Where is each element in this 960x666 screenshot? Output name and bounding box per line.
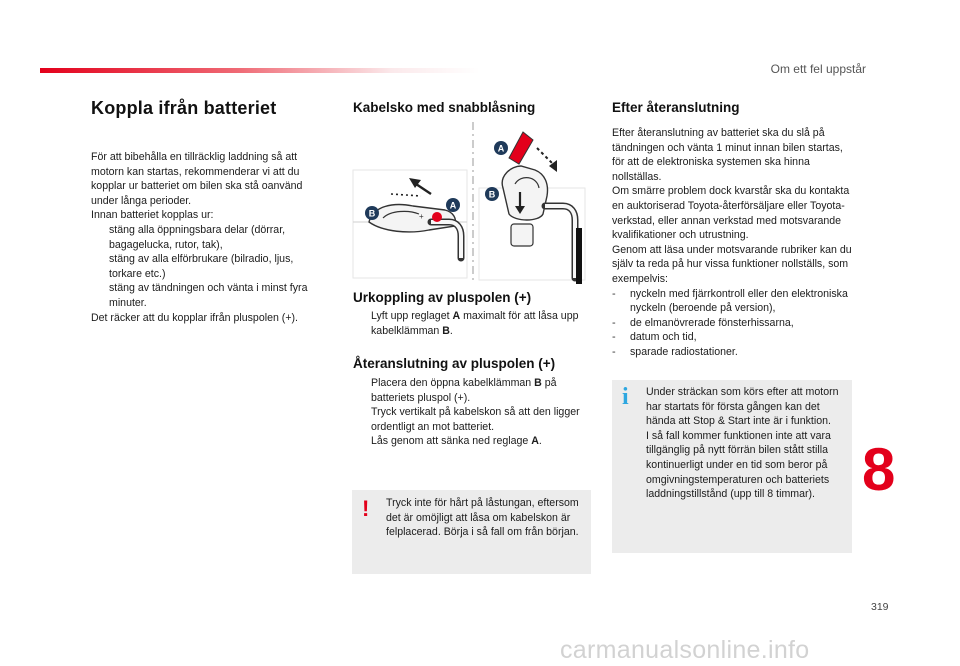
dash-icon: - — [612, 331, 616, 344]
callout-b-left: B — [368, 208, 376, 219]
watermark: carmanualsonline.info — [560, 636, 810, 664]
col1-intro: För att bibehålla en tillräcklig laddning så att motorn kan startas, rekommenderar vi att du kopplar ur batteriet om bilen ska stå oanvänd under långa perioder. — [91, 151, 303, 207]
list-item: Lyft upp reglaget A maximalt för att låsa upp kabelklämman B. — [371, 310, 579, 337]
section-title-disconnect-positive: Urkoppling av pluspolen (+) — [353, 290, 532, 305]
list-item: - datum och tid, — [612, 331, 697, 344]
list-item: stäng av alla elförbrukare (bilradio, ljus, torkare etc.) — [109, 253, 294, 280]
col3-para1: Efter återanslutning av batteriet ska du slå på tändningen och vänta 1 minut innan bilen startas, för att de elektroniska systemen ska hinna nollställas. — [612, 127, 843, 183]
list-item: Lås genom att sänka ned reglage A. — [371, 435, 542, 448]
battery-clamp-illustration — [349, 118, 589, 288]
list-item: Tryck vertikalt på kabelskon så att den ligger ordentligt an mot batteriet. — [371, 406, 580, 433]
warning-text: Tryck inte för hårt på låstungan, eftersom det är omöjligt att låsa om kabelskon är felplacerad. Börja i så fall om från början. — [386, 497, 579, 539]
warning-icon: ! — [362, 496, 370, 521]
battery-right-panel — [479, 132, 585, 284]
callout-a-left: A — [449, 200, 457, 211]
callout-a-right: A — [497, 143, 505, 154]
dash-icon: - — [612, 316, 616, 329]
list-item: stäng av tändningen och vänta i minst fyra minuter. — [109, 282, 308, 309]
info-note — [612, 380, 852, 553]
col1-outro: Det räcker att du kopplar ifrån pluspolen (+). — [91, 311, 298, 324]
header-accent-bar — [40, 68, 480, 73]
dash-icon: - — [612, 287, 616, 300]
col3-para2: Om smärre problem dock kvarstår ska du kontakta en auktoriserad Toyota-återförsäljare eller Toyota-verkstad, eller annan verkstad med motsvarande kvalifikationer och utrustning. — [612, 185, 850, 242]
col1-bullet-list — [91, 223, 323, 311]
info-icon: i — [622, 384, 629, 410]
col1-body — [91, 150, 323, 325]
section-title-disconnect-battery: Koppla ifrån batteriet — [91, 98, 277, 118]
section-title-reconnect-positive: Återanslutning av pluspolen (+) — [353, 356, 556, 371]
list-item: - nyckeln med fjärrkontroll eller den elektroniska nyckeln (beroende på version), — [612, 287, 848, 315]
chapter-title: Om ett fel uppstår — [770, 62, 866, 76]
warning-note — [352, 490, 591, 574]
list-item: stäng alla öppningsbara delar (dörrar, bagagelucka, rutor, tak), — [109, 223, 286, 251]
page-number: 319 — [871, 601, 889, 613]
col3-body — [612, 126, 852, 360]
chapter-number: 8 — [862, 436, 896, 503]
list-item: - de elmanövrerade fönsterhissarna, — [612, 316, 794, 329]
col3-reset-list — [612, 287, 852, 360]
list-item: Placera den öppna kabelklämman B på batteriets pluspol (+). — [371, 377, 557, 404]
list-item: - sparade radiostationer. — [612, 345, 738, 358]
section-title-after-reconnect: Efter återanslutning — [612, 100, 740, 115]
dash-icon: - — [612, 345, 616, 358]
info-text: Under sträckan som körs efter att motorn har startats för första gången kan det hända att Stop & Start inte är i funktion. I så fall kommer funktionen inte att vara tillgänglig på nytt förrän bilen stått stilla kontinuerligt under en tid som beror på omgivningstemperaturen och batteriets laddningstillstånd (upp till 8 timmar). — [646, 386, 839, 501]
col3-para3: Genom att läsa under motsvarande rubriker kan du själv ta reda på hur vissa funktioner nollställs, som exempelvis: — [612, 243, 852, 285]
disconnect-steps — [353, 309, 585, 338]
section-title-quick-release: Kabelsko med snabblåsning — [353, 100, 536, 115]
col1-before-label: Innan batteriet kopplas ur: — [91, 209, 214, 222]
reconnect-steps — [353, 376, 585, 449]
callout-b-right: B — [488, 189, 496, 200]
plus-terminal-label: + — [419, 212, 424, 221]
battery-left-panel — [353, 170, 467, 278]
